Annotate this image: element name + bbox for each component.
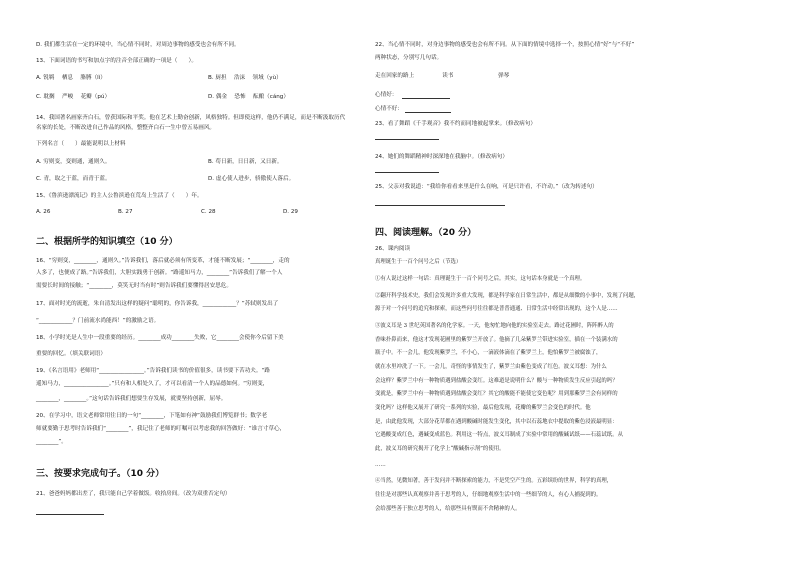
q13-option-c: C. 耽搁 严峻 花瓣（pú） [36, 94, 111, 100]
section-3-heading: 三、按要求完成句子。（10 分） [36, 469, 165, 479]
q16-line3: 需要长时间的接触；“________，莫笑无时当有时”则告诉我们要懂得居安思危。 [36, 283, 232, 289]
passage-para-2-line2: 源于对一个问号的追究和探索，而这些问号往往都是普普通通、日常生活中经常出现的，这个人是…… [375, 306, 618, 312]
q22-line1: 22、当心情不同时，对身边事物的感受也会有所不同。从下面的情境中选择一个，按照心情“好”与“不好” [375, 42, 635, 48]
q22-bad-answer-line[interactable] [405, 112, 451, 113]
passage-ellipsis: …… [375, 462, 386, 468]
q15-stem: 15、《鲁滨逊漂流记》的主人公鲁滨逊在荒岛上生活了（ ）年。 [36, 193, 203, 199]
passage-title: 真理诞生于一百个问号之后（节选） [375, 259, 462, 265]
q22-good-answer-line[interactable] [402, 98, 450, 99]
passage-para-3-line3: 瓶子中。不一会儿，他发现紫罗兰，不小心，一滴液体滴在了紫罗兰上，他怕紫罗兰被腐蚀了， [375, 350, 602, 356]
q15-option-c: C. 28 [201, 209, 216, 215]
passage-para-3-line7: 变化吗？这样他又展开了研究一系列的实验，最后他发现，花瓣的紫罗兰会变色的时代。他 [375, 405, 591, 411]
section-4-heading: 四、阅读理解。（20 分） [375, 228, 477, 238]
q18-line2: 重要的回忆。（填关联词语） [36, 351, 106, 357]
q22-bad-label: 心情不好： [375, 106, 403, 112]
q25-answer-line[interactable] [375, 205, 505, 206]
q24-answer-line[interactable] [375, 172, 439, 173]
q16-line2: 人多了，也便成了路。”告诉我们，大胆实践勇于创新。“路遥知马力，________”告诉我们了解一个人 [36, 270, 283, 276]
q25-stem: 25、父亲对我说道：“我给你看看来里是什么在响，可是只许看，不许动。”（改为转述句） [375, 184, 598, 190]
passage-para-4-line2: 往往是对那些认真观察并善于思考的人，仔细地观察生活中的一些细节的人，有心人捕捉到的。 [375, 492, 602, 498]
q14-option-a: A. 穷则变，变则通，通则久。 [36, 159, 111, 165]
q17-line1: 17、面对时光的流逝，朱自清发出这样的疑问“聪明的，你告诉我，____________？”苏轼则发出了 [36, 301, 279, 307]
passage-para-4-line3: 会给那些善于独立思考的人，给那些具有锲而不舍精神的人。 [375, 506, 521, 512]
q23-answer-line[interactable] [375, 139, 439, 140]
q14-stem-line3: 下列名言（ ）最能说明以上材料 [36, 141, 126, 147]
q18-line1: 18、小学时光是人生中一段重要的经历。________成功________失败，它________会使你今后留下美 [36, 335, 284, 341]
q21-answer-line[interactable] [36, 514, 104, 515]
passage-para-3-line1: ③波义耳是 3 世纪英国著名的化学家。一天，他匆忙地向他的实验室走去。路过花圃时，阵阵醉人的 [375, 323, 614, 329]
passage-para-1: ①有人说过这样一句话：真理诞生于一百个问号之后。其实，这句话本身就是一个真理。 [375, 276, 586, 282]
q21-stem: 21、爸爸妈妈都出差了，我只能自己学着做饭。收拾房间。（改为双重否定句） [36, 491, 231, 497]
q19-line3: ________，________。”这句话告诉我们想要生存发展，就要坚持创新，屈辱。 [36, 396, 227, 402]
q20-line3: ________”。 [36, 439, 67, 445]
q19-line1: 19、《名言语用》老师用“________________。”告诉我们读书的价值很多，读书要下苦功夫。“路 [36, 368, 270, 374]
passage-para-3-line5: 会这样？紫罗兰中有一种物质遇到盐酸会变红。这难道是说明什么？酸与一种物质发生反应引起的吗？ [375, 378, 618, 384]
q15-option-d: D. 29 [283, 209, 298, 215]
q17-line2: “____________？门前流水尚能西！”的激励之语。 [36, 318, 160, 324]
q20-line2: 师就要勤于思考时告诉我们“________”，我记住了老师的叮嘱可以考虑我的回答做好：“谁言寸草心， [36, 426, 286, 432]
q13-option-d: D. 偶金 恐怖 酝酿（cáng） [208, 94, 289, 100]
q26-stem: 26、课内阅读 [375, 246, 411, 252]
q14-stem-line2: 名家的长处，不断改进自己作品的风格，整整齐白石一生中曾五易画风。 [36, 125, 216, 131]
q15-option-b: B. 27 [118, 209, 133, 215]
q24-stem: 24、她们的舞蹈精神时深深地在我脑中。（修改病句） [375, 154, 508, 160]
passage-para-3-line4: 就在水里冲洗了一下。一会儿，奇怪的事情发生了，紫罗兰由紫色变成了红色。波义耳想：为什么 [375, 364, 607, 370]
q20-line1: 20、在学习中，语文老师常用往日的一句“________，下笔如有神”鼓励我们博览群书；数学老 [36, 413, 268, 419]
q13-stem: 13、下面词语的书写和加点字的注音全部正确的一项是（ ）。 [36, 58, 197, 64]
q22-scenarios: 走在回家的路上 读书 弹琴 [375, 73, 510, 79]
passage-para-3-line10: 此，波义耳的研究揭开了化学上“酸碱指示剂”的使用。 [375, 446, 505, 452]
q15-option-a: A. 26 [36, 209, 51, 215]
passage-para-3-line8: 是，由此他发现，大部分花草都在遇到酸碱时能发生变化，其中以石蕊地衣中提取的紫色浸液最明显： [375, 419, 618, 425]
q14-stem-line1: 14、我国著名画家齐白石，曾获国际和平奖。他在艺术上勤奋创新，风格独特。但即使这样，他仍不满足，而是不断汲取历代 [36, 115, 346, 121]
q16-line1: 16、“穷则变，________，通则久。”告诉我们，落后就必须有所变革，才能不断发展；“________，走的 [36, 258, 290, 264]
passage-para-3-line6: 变就是，紫罗兰中有一种物质遇到盐酸会变红？其它的酸能不能使它变色呢？用到那紫罗兰会有同样的 [375, 391, 618, 397]
q22-good-label: 心情好： [375, 92, 398, 98]
passage-para-3-line9: 它遇酸变成红色，遇碱变成蓝色。利用这一特点，波义耳制成了实验中常用的酸碱试纸——石蕊试纸。从 [375, 432, 623, 438]
q14-option-c: C. 青，取之于蓝，而青于蓝。 [36, 176, 111, 182]
passage-para-4-line1: ④当然，见微知著，善于发问并不断探索的能力，不是凭空产生的。五彩缤纷的世界，科学的真理， [375, 478, 613, 484]
q14-option-d: D. 虚心使人进步，骄傲使人落后。 [208, 176, 295, 182]
q14-option-b: B. 苟日新，日日新，又日新。 [208, 159, 283, 165]
q12-option-d: D. 我们都生活在一定的环境中，当心情不同时，对周边事物的感受也会有所不同。 [36, 42, 240, 48]
q13-option-b: B. 厨担 浩沫 领域（yù） [208, 75, 282, 81]
q22-line2: 两种状态，分别写几句话。 [375, 55, 443, 61]
q13-option-a: A. 锐羁 栖息 胳膊（lì） [36, 75, 106, 81]
passage-para-2-line1: ②翻开科学技术史，我们会发现许多重大发现，都是科学家在日常生活中，都是从细微的小事中，发现了问题， [375, 293, 640, 299]
q23-stem: 23、看了舞蹈《千手观音》我不约而同地被起掌来。（修改病句） [375, 121, 536, 127]
q19-line2: 遥知马力，________________。”只有和人相处久了，才可以看清一个人的品德如何。“穷则变， [36, 381, 269, 387]
passage-para-3-line2: 香味扑鼻而来，他这才发现花圃里的紫罗兰开放了。他摘了几朵紫罗兰带进实验室，插在一个装满水的 [375, 337, 618, 343]
section-2-heading: 二、根据所学的知识填空（10 分） [36, 237, 178, 247]
